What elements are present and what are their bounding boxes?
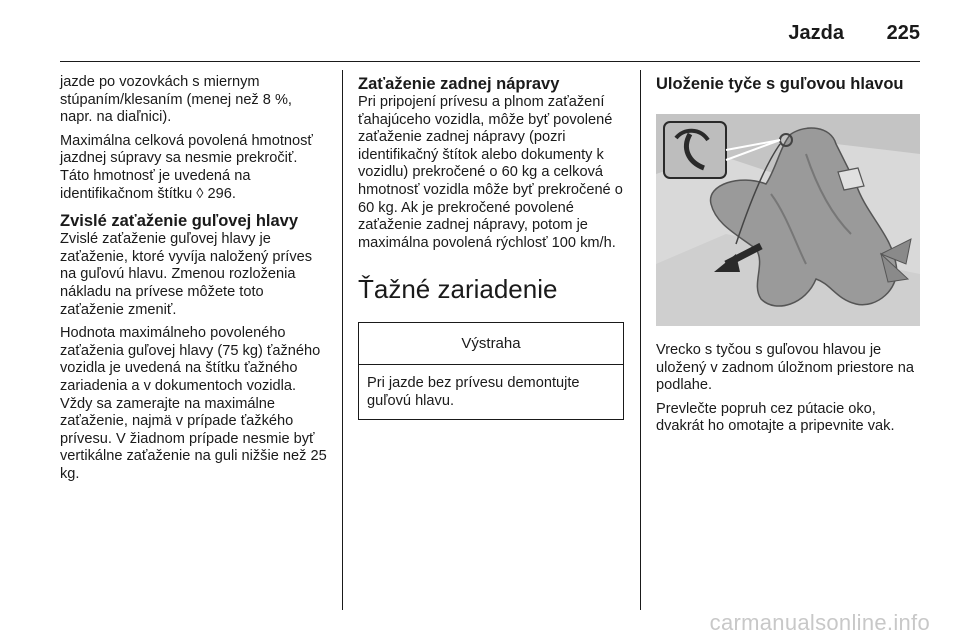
paragraph-total-weight: Maximálna celková povolená hmotnosť jazdnej súpravy sa nesmie prekročiť. Táto hmotnosť je uvedená na identifikačnom štítku ◊ 296.: [60, 132, 313, 202]
paragraph-strap-instructions: Prevlečte popruh cez pútacie oko, dvakrát ho omotajte a pripevnite vak.: [656, 400, 895, 435]
column-divider-1: [342, 70, 343, 610]
warning-text: Pri jazde bez prívesu demontujte guľovú hlavu.: [367, 374, 580, 409]
heading-storage: Uloženie tyče s guľovou hlavou: [656, 75, 904, 93]
column-middle: [358, 74, 626, 420]
column-divider-2: [640, 70, 641, 610]
page-number: 225: [886, 22, 920, 44]
page-header: [60, 14, 920, 54]
warning-box: [358, 322, 624, 420]
paragraph-max-load: Hodnota maximálneho povoleného zaťaženia guľovej hlavy (75 kg) ťažného vozidla je uvedená na štítku ťažného zariadenia a v dokumentoch vozidla. Vždy sa zamerajte na maximálne zaťaženie, najmä v prípade ťažkého prívesu. V žiadnom prípade nesmie byť vertikálne zaťaženie na guli nižšie než 25 kg.: [60, 325, 327, 482]
paragraph-rear-axle-load: Pri pripojení prívesu a plnom zaťažení ťahajúceho vozidla, môže byť povolené zaťaženie zadnej nápravy (pozri identifikačný štítok alebo dokumenty k vozidlu) prekročené o 60 kg a celková hmotnosť vozidla môže byť prekročené o 60 kg. Ak je prekročené povolené zaťaženie zadnej nápravy, potom je maximálna povolená rýchlosť 100 km/h.: [358, 94, 623, 251]
heading-vertical-load: Zvislé zaťaženie guľovej hlavy: [60, 212, 299, 231]
towbar-bag-drawing: [656, 114, 920, 326]
paragraph-storage-location: Vrecko s tyčou s guľovou hlavou je uložený v zadnom úložnom priestore na podlahe.: [656, 342, 914, 394]
towbar-storage-illustration: [656, 114, 920, 326]
column-right: [656, 74, 920, 442]
heading-towing-equipment: Ťažné zariadenie: [358, 274, 558, 305]
section-title: Jazda: [788, 22, 844, 44]
paragraph-gradient: jazde po vozovkách s miernym stúpaním/klesaním (menej než 8 %, napr. na diaľnici).: [60, 74, 292, 126]
heading-rear-axle-load: Zaťaženie zadnej nápravy: [358, 75, 560, 93]
header-rule: [60, 61, 920, 62]
column-left: [60, 74, 328, 489]
watermark: carmanualsonline.info: [709, 610, 930, 635]
warning-title: Výstraha: [359, 323, 623, 365]
paragraph-vertical-load: Zvislé zaťaženie guľovej hlavy je zaťaženie, ktoré vyvíja naložený príves na guľovú hlavu. Zmenou rozloženia nákladu na prívese môžete toto zaťaženie zmeniť.: [60, 231, 313, 318]
